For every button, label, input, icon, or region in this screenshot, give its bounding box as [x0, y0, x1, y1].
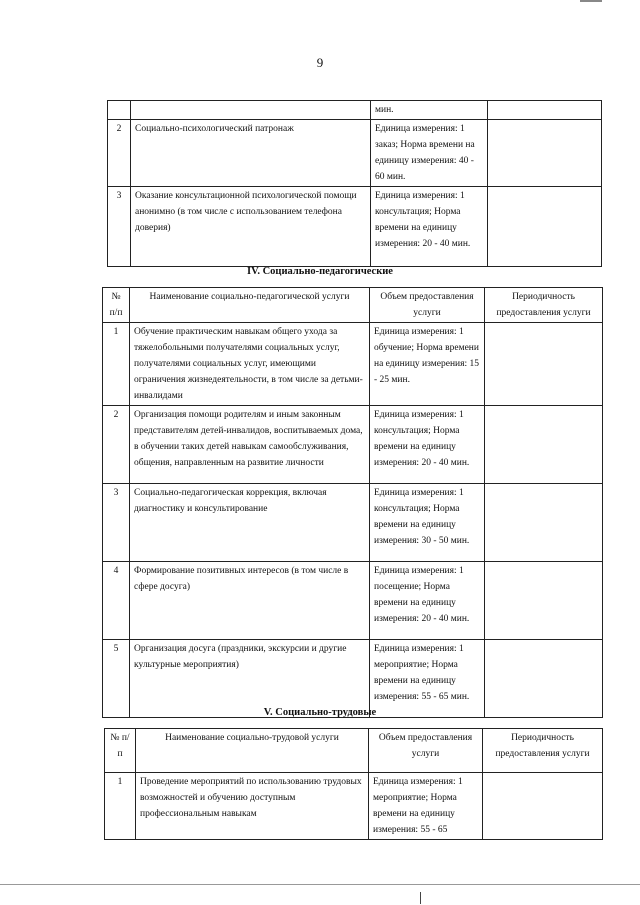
service-name: Социально-психологический патронаж — [131, 120, 371, 187]
row-num: 5 — [103, 640, 130, 718]
service-volume: Единица измерения: 1 консультация; Норма времени на единицу измерения: 20 - 40 мин. — [370, 406, 485, 484]
table-header-row — [103, 288, 603, 323]
service-volume: Единица измерения: 1 мероприятие; Норма времени на единицу измерения: 55 - 65 мин. — [370, 640, 485, 718]
header-period: Периодичность предоставления услуги — [485, 288, 603, 323]
header-name: Наименование социально-педагогической услуги — [130, 288, 370, 323]
header-volume: Объем предоставления услуги — [370, 288, 485, 323]
service-period — [483, 773, 603, 840]
header-name: Наименование социально-трудовой услуги — [136, 729, 369, 773]
row-num: 1 — [103, 323, 130, 406]
table-row — [105, 773, 603, 840]
service-volume: Единица измерения: 1 мероприятие; Норма времени на единицу измерения: 55 - 65 — [369, 773, 483, 840]
scan-artifact-mark — [420, 892, 421, 904]
service-volume: Единица измерения: 1 посещение; Норма времени на единицу измерения: 20 - 40 мин. — [370, 562, 485, 640]
service-volume: Единица измерения: 1 консультация; Норма времени на единицу измерения: 30 - 50 мин. — [370, 484, 485, 562]
header-num: № п/п — [103, 288, 130, 323]
row-num: 2 — [103, 406, 130, 484]
header-volume: Объем предоставления услуги — [369, 729, 483, 773]
header-period: Периодичность предоставления услуги — [483, 729, 603, 773]
table-header-row — [105, 729, 603, 773]
service-period — [488, 187, 602, 267]
row-num: 3 — [103, 484, 130, 562]
table-row — [103, 406, 603, 484]
service-volume: Единица измерения: 1 заказ; Норма времени на единицу измерения: 40 - 60 мин. — [371, 120, 488, 187]
service-name: Социально-педагогическая коррекция, включая диагностику и консультирование — [130, 484, 370, 562]
row-num: 2 — [108, 120, 131, 187]
service-period — [485, 484, 603, 562]
service-name: Проведение мероприятий по использованию трудовых возможностей и обучению доступным профессиональным навыкам — [136, 773, 369, 840]
services-table-continuation — [107, 100, 602, 267]
service-volume: Единица измерения: 1 обучение; Норма времени на единицу измерения: 15 - 25 мин. — [370, 323, 485, 406]
row-num: 3 — [108, 187, 131, 267]
row-num — [108, 101, 131, 120]
section-title: IV. Социально-педагогические — [247, 266, 393, 277]
table-row — [108, 120, 602, 187]
service-name: Организация помощи родителям и иным законным представителям детей-инвалидов, воспитываемых дома, в обучении таких детей навыкам самообслуживания, общения, направленным на развитие личности — [130, 406, 370, 484]
row-num: 1 — [105, 773, 136, 840]
scan-artifact-mark — [580, 0, 602, 2]
service-period — [485, 640, 603, 718]
table-row — [103, 323, 603, 406]
service-period — [485, 323, 603, 406]
service-volume: мин. — [371, 101, 488, 120]
services-table-pedagogical — [102, 287, 603, 718]
service-name: Организация досуга (праздники, экскурсии и другие культурные мероприятия) — [130, 640, 370, 718]
section-title: V. Социально-трудовые — [263, 707, 377, 718]
services-table-labor — [104, 728, 603, 840]
service-name: Формирование позитивных интересов (в том числе в сфере досуга) — [130, 562, 370, 640]
table-row — [103, 640, 603, 718]
service-period — [485, 406, 603, 484]
service-period — [485, 562, 603, 640]
table-row — [108, 101, 602, 120]
service-volume: Единица измерения: 1 консультация; Норма времени на единицу измерения: 20 - 40 мин. — [371, 187, 488, 267]
service-period — [488, 120, 602, 187]
service-name: Обучение практическим навыкам общего ухода за тяжелобольными получателями социальных услуг, получателями социальных услуг, имеющими ограничения жизнедеятельности, в том числе за детьми-инвалидами — [130, 323, 370, 406]
table-row — [103, 562, 603, 640]
header-num: № п/п — [105, 729, 136, 773]
scan-artifact-line — [0, 884, 640, 885]
table-row — [108, 187, 602, 267]
table-row — [103, 484, 603, 562]
service-period — [488, 101, 602, 120]
page-number: 9 — [316, 55, 324, 70]
service-name — [131, 101, 371, 120]
row-num: 4 — [103, 562, 130, 640]
service-name: Оказание консультационной психологической помощи анонимно (в том числе с использованием телефона доверия) — [131, 187, 371, 267]
